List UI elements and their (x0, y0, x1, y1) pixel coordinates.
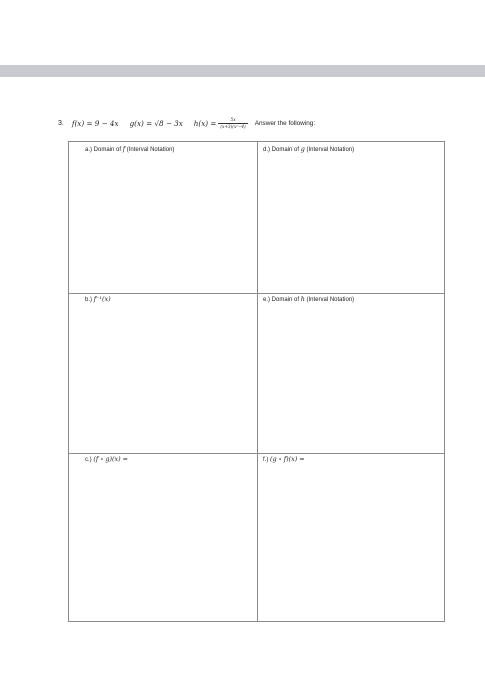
cell-d-suffix: (Interval Notation) (306, 147, 355, 153)
h-lhs: h(x) = (193, 118, 217, 128)
cell-b-expr: f⁻¹(x) (93, 295, 111, 303)
grid-divider-row-2 (69, 453, 444, 454)
cell-b-label (85, 295, 111, 303)
cell-e-fn: h (300, 295, 305, 303)
answer-grid (68, 141, 445, 622)
cell-c-prefix: c.) (85, 457, 92, 463)
cell-a-fn: f (122, 145, 126, 153)
cell-b-prefix: b.) (85, 297, 93, 303)
cell-e-label (263, 295, 354, 303)
h-definition (194, 117, 247, 129)
grid-vertical-divider (257, 142, 258, 621)
header-band (0, 65, 485, 77)
problem-statement (58, 114, 315, 132)
cell-f-expr: (g ∘ f)(x) = (270, 455, 305, 463)
h-fraction (219, 117, 246, 129)
instruction-text: Answer the following: (254, 119, 316, 127)
cell-a-prefix: a.) Domain of (85, 147, 122, 153)
h-denominator: (x+3)(x²−4) (220, 124, 246, 129)
cell-d-fn: g (300, 145, 305, 153)
cell-e-suffix: (Interval Notation) (306, 297, 355, 303)
f-definition: f(x) = 9 − 4x (71, 118, 119, 128)
cell-d-prefix: d.) Domain of (263, 147, 300, 153)
cell-f-label (263, 455, 305, 463)
grid-divider-row-1 (69, 293, 444, 294)
cell-f-prefix: f.) (263, 457, 269, 463)
cell-a-label (85, 145, 174, 153)
cell-c-label (85, 455, 128, 463)
cell-c-expr: (f ∘ g)(x) = (93, 455, 128, 463)
cell-d-label (263, 145, 354, 153)
h-numerator: 5x (230, 117, 236, 122)
cell-e-prefix: e.) Domain of (263, 297, 300, 303)
g-definition: g(x) = √8 − 3x (129, 118, 183, 128)
problem-number: 3. (58, 119, 64, 127)
cell-a-suffix: (Interval Notation) (126, 147, 175, 153)
